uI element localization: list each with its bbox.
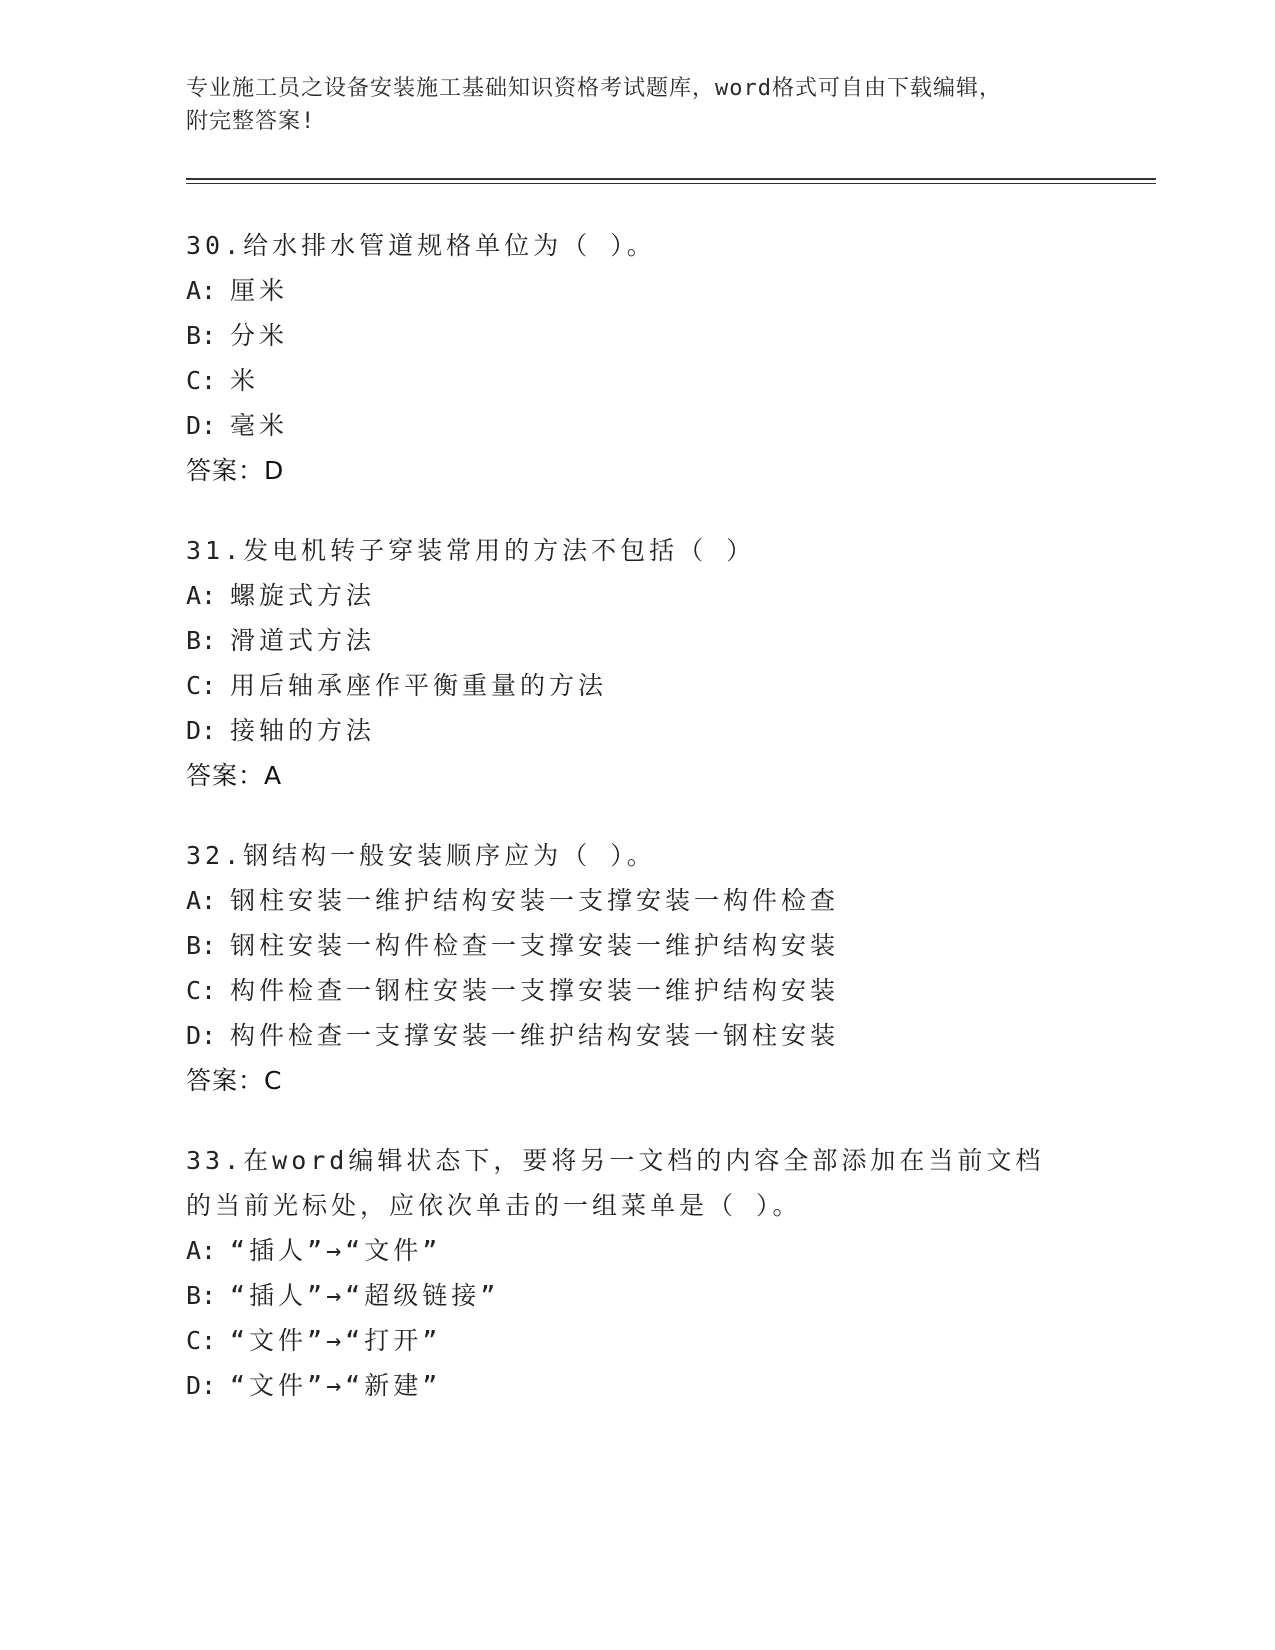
header-line-1: 专业施工员之设备安装施工基础知识资格考试题库，word格式可自由下载编辑， xyxy=(186,76,1002,101)
option-label: C: xyxy=(186,671,217,700)
option-label: C: xyxy=(186,1326,217,1355)
question-33 xyxy=(186,1138,1046,1408)
option-label: D: xyxy=(186,1021,217,1050)
document-header xyxy=(186,72,1086,138)
option-text: “文件”→“打开” xyxy=(230,1326,442,1355)
option-text: 钢柱安装一构件检查一支撑安装一维护结构安装 xyxy=(230,931,840,960)
question-stem: 31.发电机转子穿装常用的方法不包括（ ） xyxy=(186,536,756,565)
option-text: 构件检查一支撑安装一维护结构安装一钢柱安装 xyxy=(230,1021,840,1050)
option-text: 用后轴承座作平衡重量的方法 xyxy=(230,671,608,700)
option-c xyxy=(186,663,1066,708)
option-b xyxy=(186,618,1066,663)
option-d xyxy=(186,403,1066,448)
option-text: 分米 xyxy=(230,321,289,350)
option-text: “插人”→“超级链接” xyxy=(230,1281,500,1310)
option-text: “插人”→“文件” xyxy=(230,1236,442,1265)
option-label: D: xyxy=(186,1371,217,1400)
option-c xyxy=(186,968,1066,1013)
option-d xyxy=(186,1013,1066,1058)
option-b xyxy=(186,1273,1046,1318)
option-label: C: xyxy=(186,976,217,1005)
option-b xyxy=(186,923,1066,968)
option-label: D: xyxy=(186,411,217,440)
header-divider-second xyxy=(186,183,1156,184)
option-c xyxy=(186,1318,1046,1363)
option-text: 厘米 xyxy=(230,276,289,305)
option-label: B: xyxy=(186,931,217,960)
option-a xyxy=(186,268,1066,313)
option-label: A: xyxy=(186,276,217,305)
answer-line: 答案：A xyxy=(186,761,283,790)
option-a xyxy=(186,878,1066,923)
header-divider xyxy=(186,178,1156,180)
option-label: B: xyxy=(186,626,217,655)
question-31 xyxy=(186,528,1066,798)
option-a xyxy=(186,1228,1046,1273)
header-line-2: 附完整答案! xyxy=(186,109,316,134)
question-stem: 33.在word编辑状态下，要将另一文档的内容全部添加在当前文档的当前光标处，应依次单击的一组菜单是（ ）。 xyxy=(186,1146,1045,1220)
option-text: 螺旋式方法 xyxy=(230,581,376,610)
answer-line: 答案：C xyxy=(186,1066,283,1095)
option-c xyxy=(186,358,1066,403)
option-text: 毫米 xyxy=(230,411,289,440)
option-label: D: xyxy=(186,716,217,745)
question-stem: 30.给水排水管道规格单位为（ ）。 xyxy=(186,231,656,260)
option-b xyxy=(186,313,1066,358)
option-label: A: xyxy=(186,1236,217,1265)
option-label: A: xyxy=(186,581,217,610)
option-text: 构件检查一钢柱安装一支撑安装一维护结构安装 xyxy=(230,976,840,1005)
option-d xyxy=(186,708,1066,753)
option-a xyxy=(186,573,1066,618)
option-text: 滑道式方法 xyxy=(230,626,376,655)
question-30 xyxy=(186,223,1066,493)
option-label: B: xyxy=(186,321,217,350)
question-32 xyxy=(186,833,1066,1103)
option-label: B: xyxy=(186,1281,217,1310)
option-d xyxy=(186,1363,1046,1408)
option-text: 接轴的方法 xyxy=(230,716,376,745)
option-text: “文件”→“新建” xyxy=(230,1371,442,1400)
answer-line: 答案：D xyxy=(186,456,285,485)
option-text: 钢柱安装一维护结构安装一支撑安装一构件检查 xyxy=(230,886,840,915)
option-label: A: xyxy=(186,886,217,915)
option-text: 米 xyxy=(230,366,260,395)
question-stem: 32.钢结构一般安装顺序应为（ ）。 xyxy=(186,841,656,870)
option-label: C: xyxy=(186,366,217,395)
